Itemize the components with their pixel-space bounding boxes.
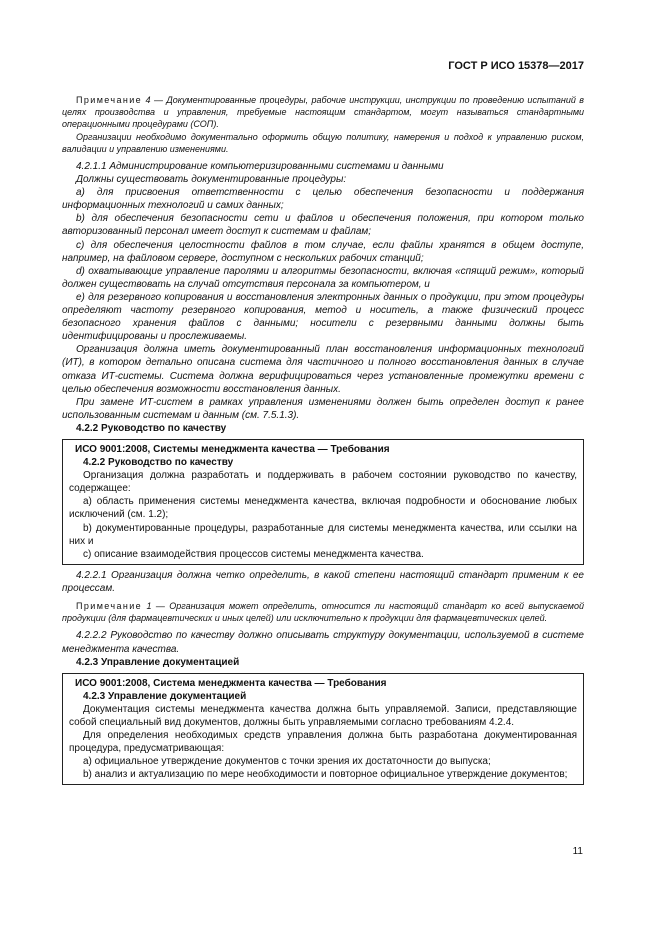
box-paragraph: Документация системы менеджмента качества должна быть управляемой. Записи, представляющие собой специальный вид документов, должны быть управляемыми согласно требованиям 4.2.4.: [69, 703, 577, 728]
list-item-e: е) для резервного копирования и восстановления электронных данных о продукции, при этом процедуры определяют частоту резервного копирования, метод и носитель, а также физический процесс безопасного хранения файлов с данными; носители с резервными данными должны быть идентифицированы и прослеживаемы.: [62, 291, 584, 343]
page-number: 11: [572, 846, 583, 857]
box-list-item-c: c) описание взаимодействия процессов системы менеджмента качества.: [83, 548, 424, 560]
box-paragraph: Организация должна разработать и поддерживать в рабочем состоянии руководство по качеству, содержащее:: [69, 470, 577, 495]
document-body: [62, 94, 584, 789]
box-paragraph: Для определения необходимых средств управления должна быть разработана документированная процедура, предусматривающая:: [69, 730, 577, 755]
standard-header: ГОСТ Р ИСО 15378—2017: [448, 60, 584, 72]
box-title: ИСО 9001:2008, Системы менеджмента качества — Требования: [75, 443, 390, 455]
iso-9001-quote-box-4-2-2: [62, 439, 584, 565]
note-label: Примечание: [76, 95, 143, 105]
list-item-b: b) для обеспечения безопасности сети и файлов и обеспечения положения, при котором только авторизованный персонал имеет доступ к системам и файлам;: [62, 213, 584, 238]
it-recovery-plan-paragraph: Организация должна иметь документированный план восстановления информационных технологий (ИТ), в котором детально описана система для частичного и полного восстановления данных в случае отказа ИТ-системы. Система должна верифицироваться через установленные промежутки времени с целью обеспечения возможности восстановления данных.: [62, 344, 584, 395]
section-4-2-1-1-heading: 4.2.1.1 Администрирование компьютеризированными системами и данными: [76, 161, 444, 173]
note-4-continuation: Организации необходимо документально оформить общую политику, намерения и подход к управлению риском, валидации и управлению изменениями.: [62, 131, 584, 154]
note-1: [62, 600, 584, 624]
list-item-a: а) для присвоения ответственности с целью обеспечения безопасности и поддержания информационных технологий и самих данных;: [62, 187, 584, 212]
note-text: 1 — Организация может определить, относится ли настоящий стандарт ко всей выпускаемой продукции (для фармацевтических и иных целей) или исключительно к продукции для фармацевтических целей.: [62, 601, 584, 624]
section-4-2-1-1-intro: Должны существовать документированные процедуры:: [76, 174, 347, 186]
box-subtitle: 4.2.2 Руководство по качеству: [83, 457, 234, 469]
box-list-item-b: b) анализ и актуализацию по мере необходимости и повторное официальное утверждение документов;: [83, 769, 568, 781]
section-4-2-2-heading: 4.2.2 Руководство по качеству: [76, 422, 227, 434]
section-4-2-3-heading: 4.2.3 Управление документацией: [76, 656, 240, 668]
section-4-2-2-2: 4.2.2.2 Руководство по качеству должно описывать структуру документации, используемой в системе менеджмента качества.: [62, 630, 584, 655]
box-list-item-a: а) официальное утверждение документов с точки зрения их достаточности до выпуска;: [83, 756, 491, 768]
list-item-c: c) для обеспечения целостности файлов в том случае, если файлы хранятся в общем доступе, например, на файловом сервере, доступном с нескольких рабочих станций;: [62, 239, 584, 264]
section-4-2-2-1: 4.2.2.1 Организация должна четко определить, в какой степени настоящий стандарт применим к ее процессам.: [62, 569, 584, 594]
note-label: Примечание: [76, 601, 143, 612]
box-list-item-a: а) область применения системы менеджмента качества, включая подробности и обоснование любых исключений (см. 1.2);: [69, 496, 577, 521]
note-text: 4 — Документированные процедуры, рабочие инструкции, инструкции по проведению испытаний в целях производства и управления, требуемые настоящим стандартом, могут называться стандартными операционными процедурами (СОП).: [62, 95, 584, 130]
box-title: ИСО 9001:2008, Система менеджмента качества — Требования: [75, 677, 387, 689]
box-list-item-b: b) документированные процедуры, разработанные для системы менеджмента качества, или ссылки на них и: [69, 522, 577, 547]
iso-9001-quote-box-4-2-3: [62, 673, 584, 786]
box-subtitle: 4.2.3 Управление документацией: [83, 690, 247, 702]
list-item-d: d) охватывающие управление паролями и алгоритмы безопасности, включая «спящий режим», который должен существовать на случай отсутствия персонала за компьютером, и: [62, 265, 584, 290]
it-replacement-paragraph: При замене ИТ-систем в рамках управления изменениями должен быть определен доступ к ранее использованным системам и данным (см. 7.5.1.3).: [62, 396, 584, 421]
note-4: [62, 94, 584, 131]
